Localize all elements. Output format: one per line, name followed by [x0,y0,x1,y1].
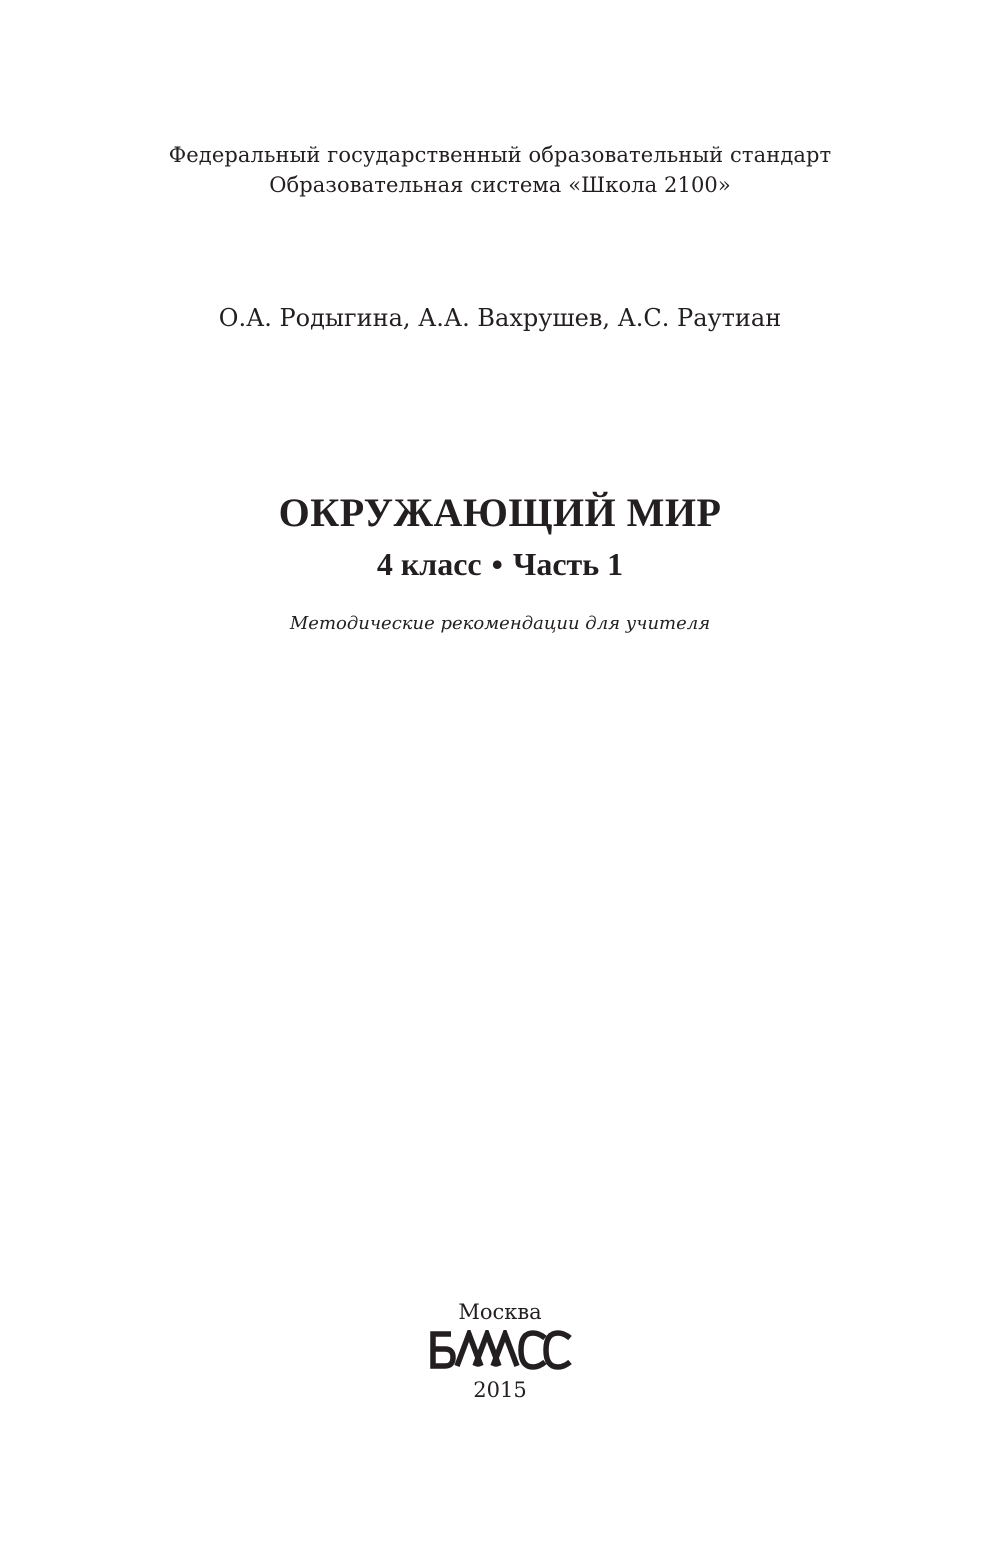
standard-line-system: Образовательная система «Школа 2100» [269,173,731,197]
standard-header [0,140,1000,200]
book-subtitle [0,544,1000,584]
authors: О.А. Родыгина, А.А. Вахрушев, А.С. Раутиан [218,304,782,332]
part-label: Часть 1 [512,546,624,582]
publisher-logo [0,1330,1000,1374]
book-title: ОКРУЖАЮЩИЙ МИР [278,490,722,535]
book-description: Методические рекомендации для учителя [289,613,711,634]
balass-logo-icon [425,1330,575,1370]
grade-label: 4 класс [376,546,482,582]
bullet-separator: • [491,546,503,582]
publication-year: 2015 [473,1378,527,1402]
standard-line-federal: Федеральный государственный образовательный стандарт [168,143,832,167]
publication-city: Москва [458,1300,542,1324]
